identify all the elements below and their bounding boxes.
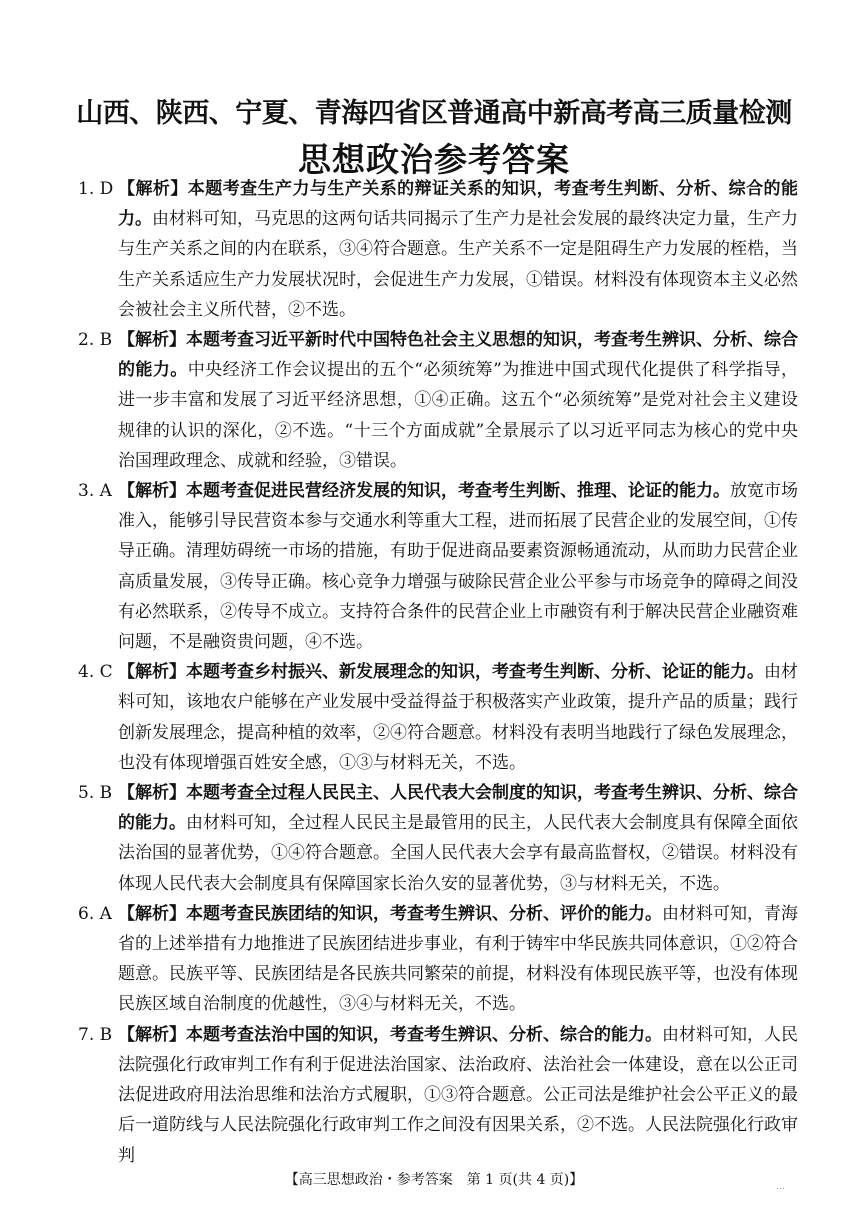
analysis-tag: 【解析】 xyxy=(118,662,186,683)
analysis-lead: 本题考查乡村振兴、新发展理念的知识，考查考生判断、分析、论证的能力。 xyxy=(186,662,764,683)
answer-item-1 xyxy=(78,174,798,325)
analysis-body: 由材料可知，人民法院强化行政审判工作有利于促进法治国家、法治政府、法治社会一体建设，意在以公正司法促进政府用法治思维和法治方式履职，①③符合题意。公正司法是维护社会公平正义的最后一道防线与人民法院强化行政审判工作之间没有因果关系，②不选。人民法院强化行政审判 xyxy=(118,1024,798,1166)
analysis-lead: 本题考查民族团结的知识，考查考生辨识、分析、评价的能力。 xyxy=(186,903,662,924)
analysis-body: 中央经济工作会议提出的五个“必须统筹”为推进中国式现代化提供了科学指导，进一步丰富和发展了习近平经济思想，①④正确。这五个“必须统筹”是党对社会主义建设规律的认识的深化，②不选。“十三个方面成就”全景展示了以习近平同志为核心的党中央治国理政理念、成就和经验，③错误。 xyxy=(118,360,799,471)
answer-number: 3. A xyxy=(78,481,112,502)
analysis-tag: 【解析】 xyxy=(118,1024,186,1045)
analysis-body: 由材料可知，青海省的上述举措有力地推进了民族团结进步事业，有利于铸牢中华民族共同体意识，①②符合题意。民族平等、民族团结是各民族共同繁荣的前提，材料没有体现民族平等，也没有体现民族区域自治制度的优越性，③④与材料无关，不选。 xyxy=(118,903,798,1015)
analysis-body: 放宽市场准入，能够引导民营资本参与交通水利等重大工程，进而拓展了民营企业的发展空间，①传导正确。清理妨碍统一市场的措施，有助于促进商品要素资源畅通流动，从而助力民营企业高质量发展，③传导正确。核心竞争力增强与破除民营企业公平参与市场竞争的障碍之间没有必然联系，②传导不成立。支持符合条件的民营企业上市融资有利于解决民营企业融资难问题，不是融资贵问题，④不选。 xyxy=(118,481,798,653)
analysis-lead: 本题考查习近平新时代中国特色社会主义思想的知识，考查考生辨识、分析、综合的能力。 xyxy=(118,330,798,381)
answer-item-6 xyxy=(78,899,798,1020)
answer-item-3 xyxy=(78,476,798,657)
answer-item-7 xyxy=(78,1020,798,1171)
answer-item-4 xyxy=(78,657,798,778)
analysis-lead: 本题考查生产力与生产关系的辩证关系的知识，考查考生判断、分析、综合的能力。 xyxy=(118,179,799,230)
page-header xyxy=(0,96,868,182)
analysis-tag: 【解析】 xyxy=(118,783,186,804)
answer-item-2 xyxy=(78,325,798,476)
answer-number: 6. A xyxy=(78,903,112,924)
answer-number: 4. C xyxy=(78,662,113,683)
analysis-tag: 【解析】 xyxy=(118,179,188,199)
answer-list xyxy=(78,174,798,1171)
page-footer: 【高三思想政治・参考答案 第 1 页(共 4 页)】 xyxy=(284,1172,584,1188)
analysis-body: 由材料可知，该地农户能够在产业发展中受益得益于积极落实产业政策，提升产品的质量；践行创新发展理念，提高种植的效率，②④符合题意。材料没有表明当地践行了绿色发展理念，也没有体现增强百姓安全感，①③与材料无关，不选。 xyxy=(118,662,798,773)
answer-number: 1. D xyxy=(78,179,114,199)
analysis-lead: 本题考查法治中国的知识，考查考生辨识、分析、综合的能力。 xyxy=(186,1024,662,1045)
answer-number: 2. B xyxy=(78,330,113,351)
analysis-tag: 【解析】 xyxy=(118,481,186,502)
exam-title: 山西、陕西、宁夏、青海四省区普通高中新高考高三质量检测 xyxy=(76,98,792,129)
analysis-body: 由材料可知，马克思的这两句话共同揭示了生产力是社会发展的最终决定力量，生产力与生产关系之间的内在联系，③④符合题意。生产关系不一定是阻碍生产力发展的桎梏，当生产关系适应生产力发展状况时，会促进生产力发展，①错误。材料没有体现资本主义必然会被社会主义所代替，②不选。 xyxy=(118,209,798,320)
answer-item-5 xyxy=(78,778,798,899)
answer-number: 5. B xyxy=(78,783,113,804)
analysis-tag: 【解析】 xyxy=(118,330,186,351)
answer-number: 7. B xyxy=(78,1024,113,1045)
analysis-tag: 【解析】 xyxy=(118,903,186,924)
analysis-lead: 本题考查全过程人民民主、人民代表大会制度的知识，考查考生辨识、分析、综合的能力。 xyxy=(118,783,798,834)
corner-mark: … xyxy=(776,1182,785,1192)
analysis-lead: 本题考查促进民营经济发展的知识，考查考生判断、推理、论证的能力。 xyxy=(186,481,730,502)
answer-key-title: 思想政治参考答案 xyxy=(298,140,570,179)
analysis-body: 由材料可知，全过程人民民主是最管用的民主，人民代表大会制度具有保障全面依法治国的显著优势，①④符合题意。全国人民代表大会享有最高监督权，②错误。材料没有体现人民代表大会制度具有保障国家长治久安的显著优势，③与材料无关，不选。 xyxy=(118,813,798,894)
